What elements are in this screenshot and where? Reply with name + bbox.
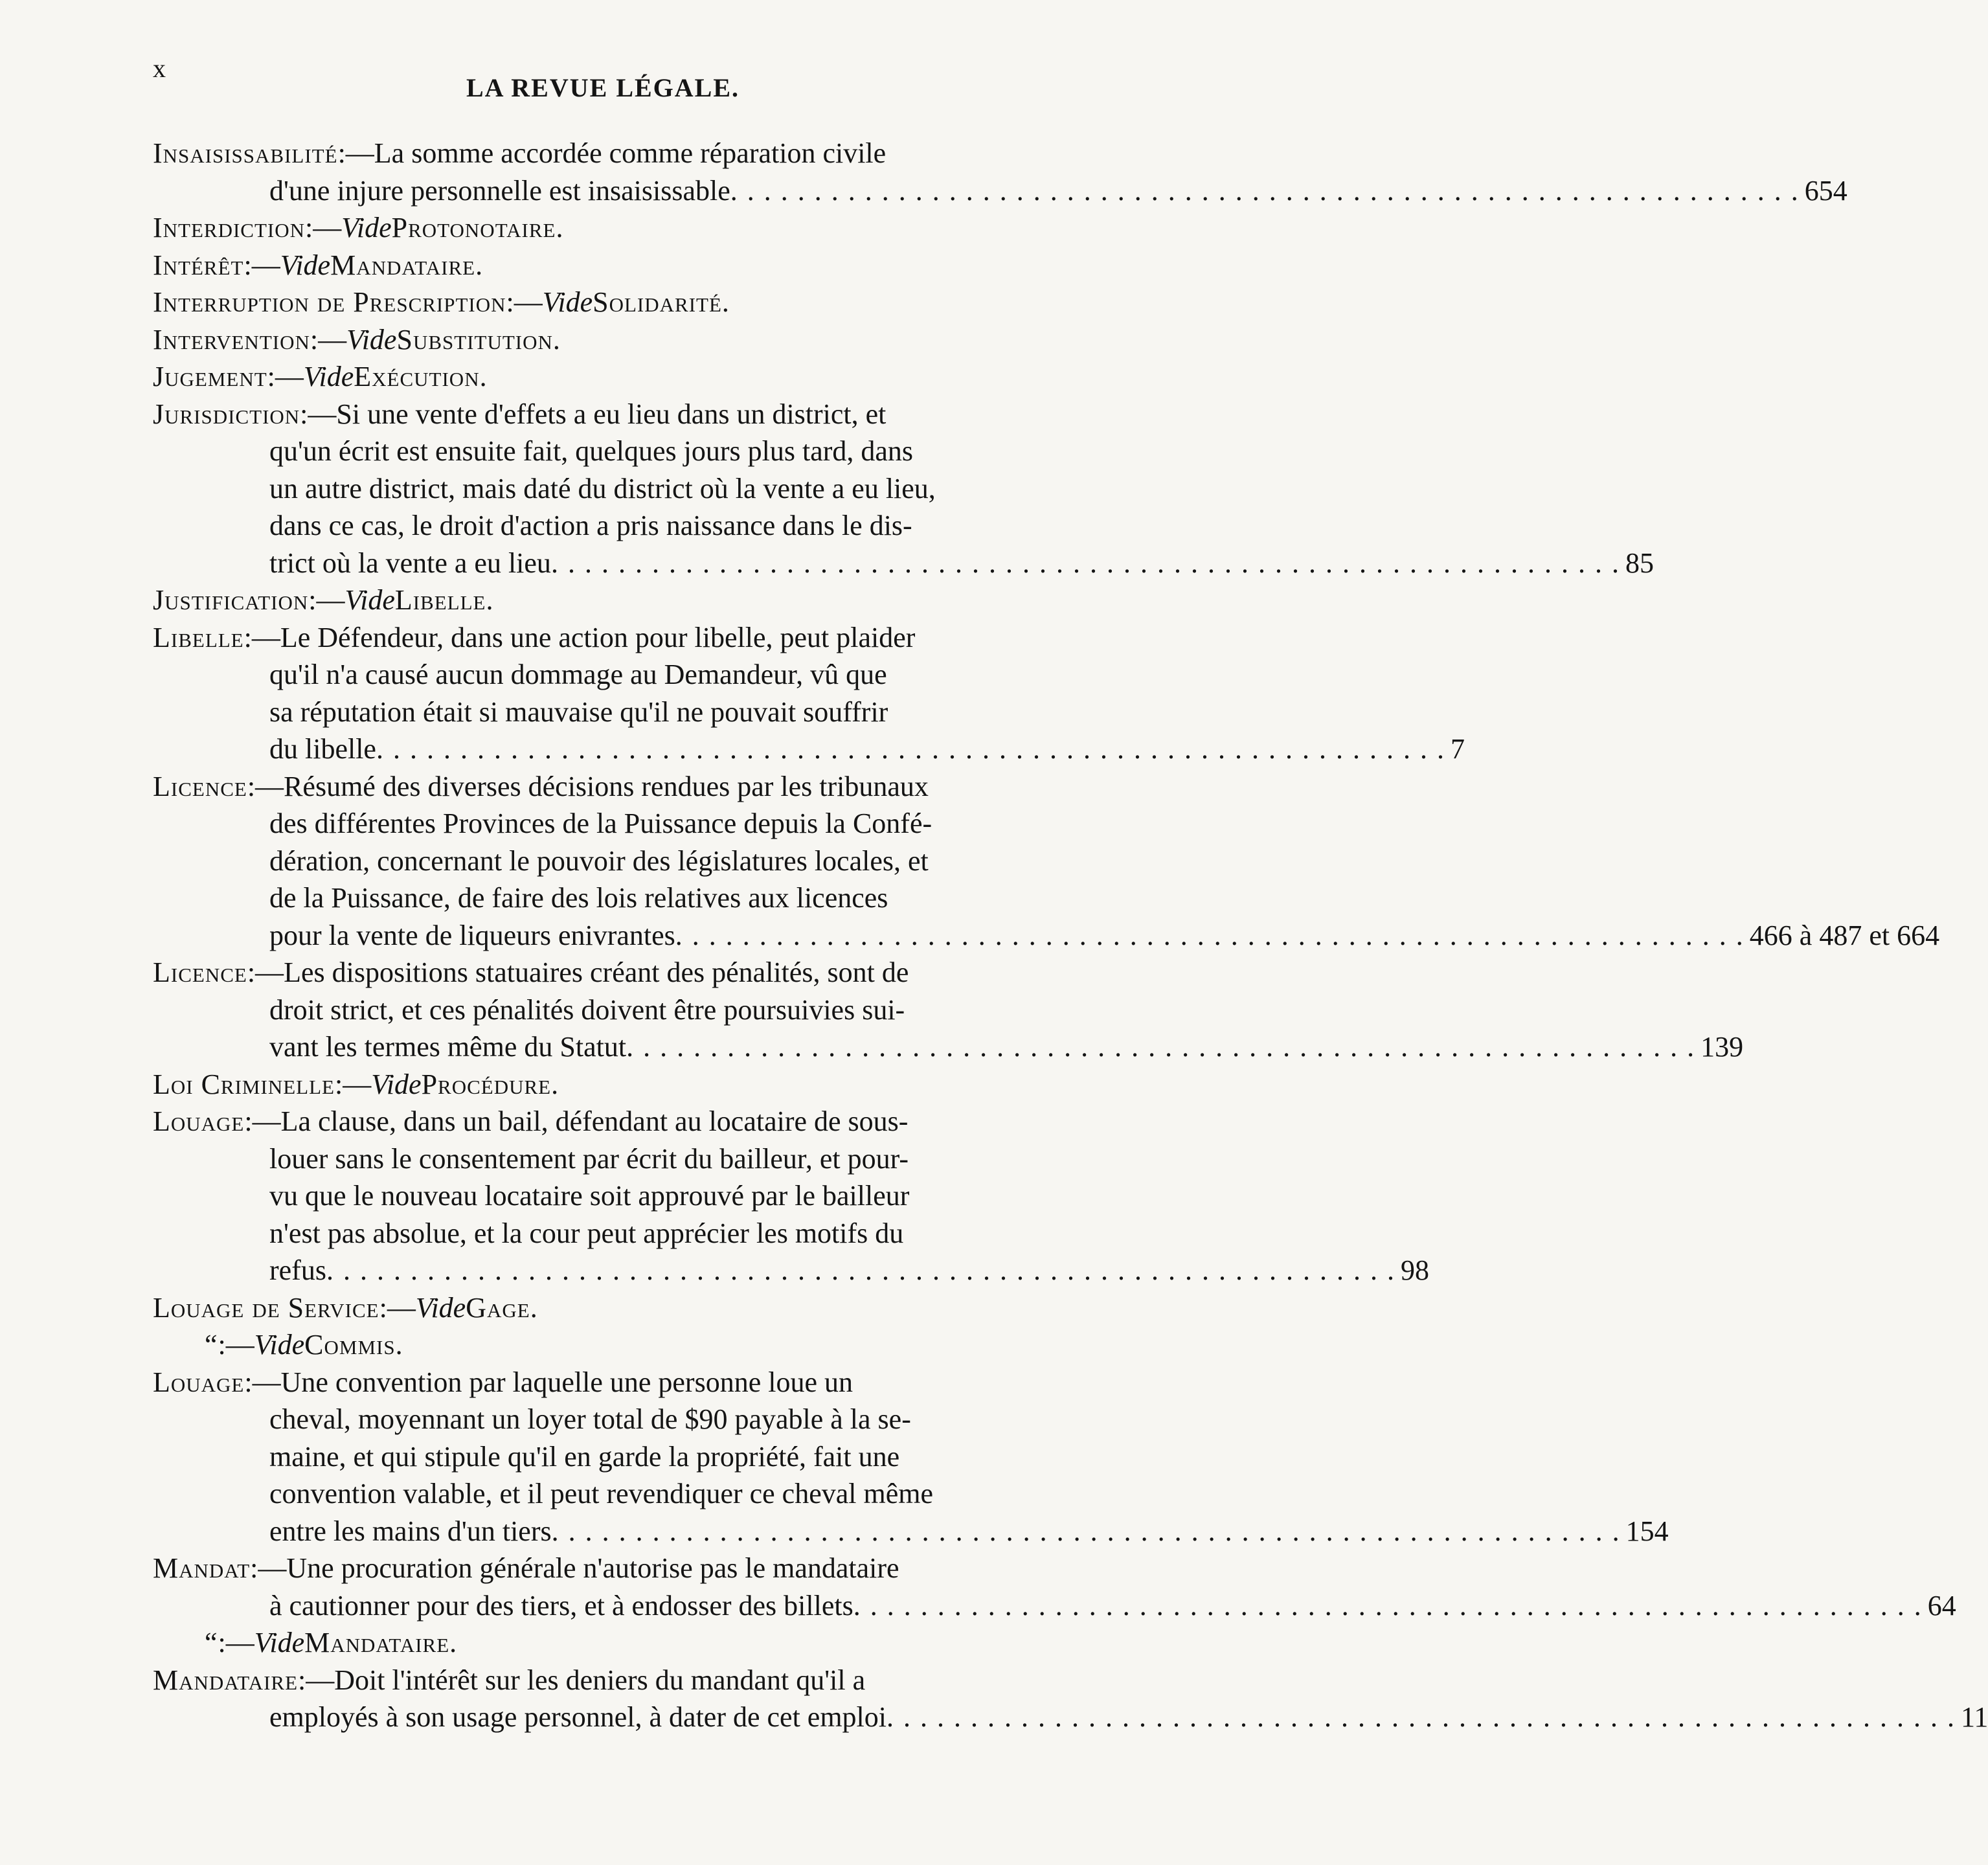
entry-line <box>153 1177 1059 1215</box>
entry-heading: Mandataire <box>153 1664 299 1696</box>
heading-separator: :— <box>218 1627 254 1658</box>
heading-separator: :— <box>506 286 543 318</box>
index-entry <box>153 1066 1059 1103</box>
index-entry <box>153 1550 1956 1624</box>
entry-line <box>153 582 1059 619</box>
entry-text: pour la vente de liqueurs enivrantes <box>269 919 675 951</box>
entry-line <box>153 358 1059 396</box>
entry-text: vant les termes même du Statut <box>269 1031 627 1063</box>
entry-heading: Mandat <box>153 1552 251 1584</box>
entry-line <box>153 284 1059 321</box>
entry-text: trict où la vente a eu lieu <box>269 547 551 579</box>
entry-text: Si une vente d'effets a eu lieu dans un district, et <box>336 398 887 430</box>
entry-line <box>153 396 1059 433</box>
entry-text: La clause, dans un bail, défendant au locataire de sous- <box>280 1105 909 1137</box>
entry-line <box>153 694 1059 731</box>
heading-separator: :— <box>308 584 345 616</box>
index-entry <box>153 321 1059 359</box>
vide-label: Vide <box>345 584 395 616</box>
entry-line <box>153 1066 1059 1103</box>
entry-text: Une convention par laquelle une personne loue un <box>280 1366 853 1398</box>
entry-line <box>153 805 1059 842</box>
entry-text: n'est pas absolue, et la cour peut apprécier les motifs du <box>269 1217 904 1249</box>
entry-line <box>153 470 1059 508</box>
index-entry <box>153 1624 1059 1662</box>
entry-text: refus <box>269 1254 326 1286</box>
index-entry <box>153 1103 1429 1289</box>
entry-line <box>153 991 1059 1029</box>
index-entry <box>153 1326 1059 1364</box>
vide-label: Vide <box>542 286 593 318</box>
entry-line <box>153 1326 1059 1364</box>
entry-line <box>153 954 1059 991</box>
index-entry <box>153 582 1059 619</box>
entry-text: qu'il n'a causé aucun dommage au Demandeur, vû que <box>269 659 887 690</box>
entry-text: un autre district, mais daté du district où la vente a eu lieu, <box>269 472 936 504</box>
vide-label: Vide <box>346 323 397 356</box>
heading-separator: :— <box>267 361 304 392</box>
vide-label: Vide <box>254 1329 305 1361</box>
entry-line <box>153 619 1059 657</box>
page-reference: 154 <box>1625 1515 1669 1547</box>
entry-line <box>153 1699 1988 1736</box>
heading-separator: :— <box>247 956 284 988</box>
dot-leader: . . . . . . . . . . . . . . . . . . . . . . . . . . . . . . . . . . . . . . . . . . . . . . . . . . . . . . . . . . . . . . . . <box>626 1031 1696 1063</box>
entry-text: à cautionner pour des tiers, et à endosser des billets <box>269 1589 853 1622</box>
page-reference: 466 à 487 et 664 <box>1749 919 1940 951</box>
entry-text: Les dispositions statuaires créant des pénalités, sont de <box>284 956 909 988</box>
entry-line <box>153 842 1059 880</box>
heading-separator: :— <box>243 621 280 653</box>
entry-heading: Intervention <box>153 323 310 356</box>
entry-heading: Jurisdiction <box>153 398 300 430</box>
cross-reference: Gage. <box>466 1291 538 1324</box>
entry-line <box>153 879 1059 917</box>
cross-reference: Mandataire. <box>330 249 484 281</box>
entry-line <box>153 1289 1059 1327</box>
heading-separator: :— <box>247 770 284 802</box>
entry-text: louer sans le consentement par écrit du bailleur, et pour- <box>269 1142 909 1175</box>
cross-reference: Exécution. <box>354 361 488 392</box>
heading-separator: :— <box>250 1552 287 1584</box>
page-reference: 98 <box>1400 1254 1429 1286</box>
entry-text: de la Puissance, de faire des lois relatives aux licences <box>269 882 888 914</box>
cross-reference: Procédure. <box>421 1068 559 1100</box>
heading-separator: :— <box>244 1105 281 1137</box>
entry-heading: Libelle <box>153 621 244 653</box>
entry-line <box>153 135 1059 172</box>
cross-reference: Substitution. <box>396 323 561 356</box>
heading-separator: :— <box>218 1329 254 1361</box>
heading-separator: :— <box>298 1664 335 1696</box>
entry-line <box>153 1103 1059 1140</box>
entry-heading: “ <box>205 1627 218 1658</box>
entry-line <box>153 1028 1744 1066</box>
entry-line <box>153 1475 1059 1513</box>
dot-leader: . . . . . . . . . . . . . . . . . . . . . . . . . . . . . . . . . . . . . . . . . . . . . . . . . . . . . . . . . . . . . . . . <box>853 1589 1923 1622</box>
entry-line <box>153 209 1059 247</box>
entry-line <box>153 1587 1956 1625</box>
entry-line <box>153 1624 1059 1662</box>
entry-text: des différentes Provinces de la Puissance depuis la Confé- <box>269 808 932 839</box>
dot-leader: . . . . . . . . . . . . . . . . . . . . . . . . . . . . . . . . . . . . . . . . . . . . . . . . . . . . . . . . . . . . . . . . <box>730 174 1800 207</box>
entry-text: Le Défendeur, dans une action pour libelle, peut plaider <box>280 621 916 653</box>
entry-line <box>153 768 1059 806</box>
index-entry <box>153 1289 1059 1327</box>
heading-separator: :— <box>244 1366 281 1398</box>
entry-line <box>153 1252 1429 1289</box>
index-entry <box>153 619 1465 768</box>
entry-text: cheval, moyennant un loyer total de $90 payable à la se- <box>269 1403 911 1435</box>
index-entries <box>153 135 1988 1736</box>
cross-reference: Protonotaire. <box>391 212 564 243</box>
dot-leader: . . . . . . . . . . . . . . . . . . . . . . . . . . . . . . . . . . . . . . . . . . . . . . . . . . . . . . . . . . . . . . . . <box>551 1515 1621 1547</box>
page-reference: 85 <box>1625 547 1654 579</box>
dot-leader: . . . . . . . . . . . . . . . . . . . . . . . . . . . . . . . . . . . . . . . . . . . . . . . . . . . . . . . . . . . . . . . . <box>675 919 1745 951</box>
entry-text: qu'un écrit est ensuite fait, quelques jours plus tard, dans <box>269 435 914 467</box>
entry-heading: Interruption de Prescription <box>153 286 506 318</box>
dot-leader: . . . . . . . . . . . . . . . . . . . . . . . . . . . . . . . . . . . . . . . . . . . . . . . . . . . . . . . . . . . . . . . . <box>550 547 1620 579</box>
index-entry <box>153 954 1744 1066</box>
vide-label: Vide <box>254 1627 305 1658</box>
index-entry <box>153 768 1940 955</box>
entry-line <box>153 656 1059 694</box>
heading-separator: :— <box>379 1291 416 1324</box>
entry-line <box>153 1364 1059 1401</box>
entry-heading: Licence <box>153 770 247 802</box>
entry-text: vu que le nouveau locataire soit approuvé par le bailleur <box>269 1180 910 1212</box>
vide-label: Vide <box>341 212 392 243</box>
entry-line <box>153 730 1465 768</box>
entry-text: Une procuration générale n'autorise pas le mandataire <box>286 1552 899 1584</box>
entry-text: sa réputation était si mauvaise qu'il ne pouvait souffrir <box>269 695 888 728</box>
entry-line <box>153 545 1654 582</box>
entry-heading: Licence <box>153 956 247 988</box>
entry-heading: Jugement <box>153 361 267 392</box>
entry-text: du libelle <box>269 733 376 765</box>
page-reference: 7 <box>1450 733 1465 765</box>
page-number: x <box>153 54 166 83</box>
heading-separator: :— <box>305 212 342 243</box>
entry-text: employés à son usage personnel, à dater de cet emploi <box>269 1701 887 1733</box>
entry-line <box>153 247 1059 284</box>
heading-separator: :— <box>300 398 337 430</box>
heading-separator: :— <box>337 137 374 169</box>
dot-leader: . . . . . . . . . . . . . . . . . . . . . . . . . . . . . . . . . . . . . . . . . . . . . . . . . . . . . . . . . . . . . . . . <box>887 1701 1956 1733</box>
running-head: LA REVUE LÉGALE. <box>466 73 740 102</box>
vide-label: Vide <box>280 249 331 281</box>
entry-text: dans ce cas, le droit d'action a pris naissance dans le dis- <box>269 510 912 541</box>
entry-heading: Louage <box>153 1105 245 1137</box>
entry-heading: Loi Criminelle <box>153 1068 335 1100</box>
entry-heading: Interdiction <box>153 212 306 243</box>
entry-line <box>153 1140 1059 1178</box>
index-entry <box>153 247 1059 284</box>
heading-separator: :— <box>334 1068 372 1100</box>
heading-separator: :— <box>310 323 347 356</box>
entry-line <box>153 172 1847 210</box>
entry-line <box>153 321 1059 359</box>
entry-text: dération, concernant le pouvoir des législatures locales, et <box>269 844 929 877</box>
entry-text: droit strict, et ces pénalités doivent être poursuivies sui- <box>269 993 905 1026</box>
entry-heading: Louage <box>153 1366 245 1398</box>
cross-reference: Solidarité. <box>593 286 730 318</box>
entry-text: Résumé des diverses décisions rendues par les tribunaux <box>284 770 929 802</box>
entry-line <box>153 917 1940 955</box>
entry-text: entre les mains d'un tiers <box>269 1515 552 1547</box>
index-entry <box>153 396 1654 582</box>
entry-line <box>153 1215 1059 1252</box>
cross-reference: Commis. <box>304 1329 403 1361</box>
heading-separator: :— <box>243 249 280 281</box>
entry-line <box>153 1662 1059 1699</box>
index-entry <box>153 1364 1669 1550</box>
index-entry <box>153 1662 1988 1736</box>
dot-leader: . . . . . . . . . . . . . . . . . . . . . . . . . . . . . . . . . . . . . . . . . . . . . . . . . . . . . . . . . . . . . . . . <box>326 1254 1395 1286</box>
index-entry <box>153 284 1059 321</box>
page-reference: 654 <box>1804 174 1847 207</box>
entry-line <box>153 507 1059 545</box>
entry-text: maine, et qui stipule qu'il en garde la propriété, fait une <box>269 1440 900 1473</box>
entry-heading: “ <box>205 1329 218 1361</box>
dot-leader: . . . . . . . . . . . . . . . . . . . . . . . . . . . . . . . . . . . . . . . . . . . . . . . . . . . . . . . . . . . . . . . . <box>376 733 1445 765</box>
entry-line <box>153 1550 1059 1587</box>
cross-reference: Mandataire. <box>304 1627 458 1658</box>
entry-text: Doit l'intérêt sur les deniers du mandant qu'il a <box>334 1664 866 1696</box>
entry-heading: Louage de Service <box>153 1291 379 1324</box>
entry-line <box>153 1513 1669 1550</box>
page-reference: 11 <box>1961 1701 1988 1733</box>
entry-text: convention valable, et il peut revendiquer ce cheval même <box>269 1478 933 1509</box>
entry-line <box>153 1401 1059 1438</box>
entry-text: d'une injure personnelle est insaisissable <box>269 174 730 207</box>
entry-line <box>153 433 1059 470</box>
entry-heading: Intérêt <box>153 249 244 281</box>
cross-reference: Libelle. <box>394 584 494 616</box>
index-entry <box>153 358 1059 396</box>
entry-heading: Insaisissabilité <box>153 137 338 169</box>
vide-label: Vide <box>371 1068 422 1100</box>
index-entry <box>153 209 1059 247</box>
entry-text: La somme accordée comme réparation civile <box>374 137 887 169</box>
entry-line <box>153 1438 1059 1476</box>
index-entry <box>153 135 1847 209</box>
page-reference: 64 <box>1927 1589 1956 1622</box>
page-reference: 139 <box>1700 1031 1744 1063</box>
vide-label: Vide <box>415 1291 466 1324</box>
vide-label: Vide <box>303 361 354 392</box>
entry-heading: Justification <box>153 584 309 616</box>
